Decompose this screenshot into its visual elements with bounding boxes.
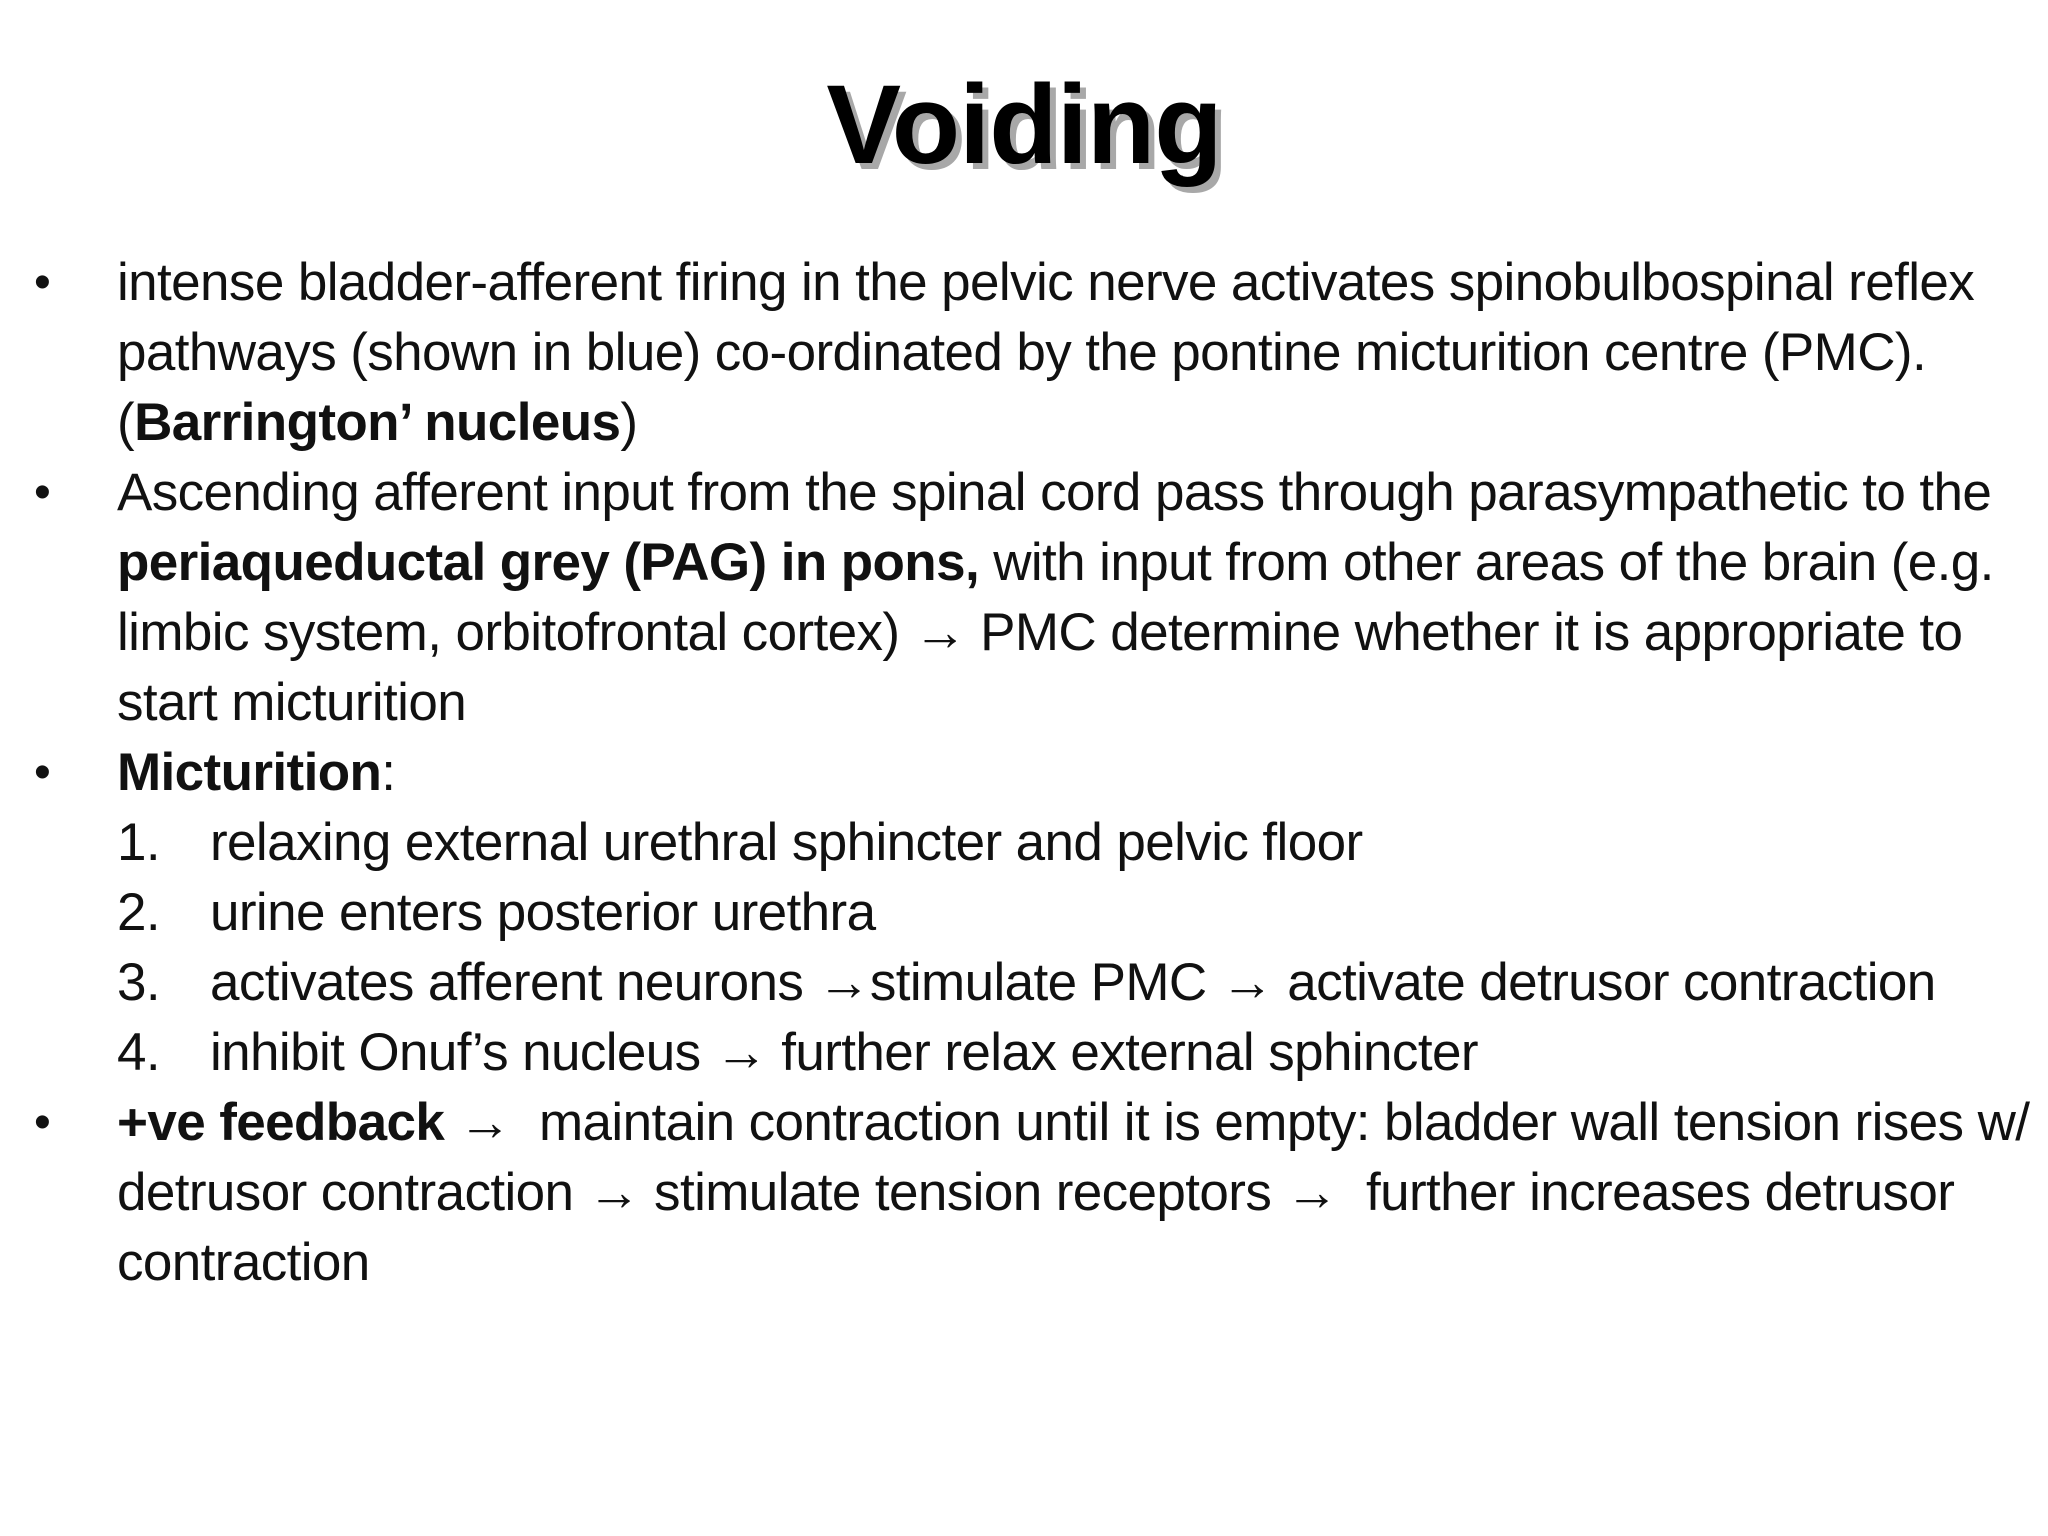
bullet-marker: • [34, 256, 51, 309]
step-text: urine enters posterior urethra [210, 883, 876, 942]
bullet-text-bold: periaqueductal grey (PAG) in pons, [117, 533, 980, 592]
step-number: 4. [117, 1023, 161, 1082]
bullet-item-1 [24, 248, 2034, 458]
bullet-marker: • [34, 466, 51, 519]
bullet-item-2 [24, 458, 2034, 738]
micturition-steps [24, 808, 2034, 1088]
step-item-4 [24, 1018, 2034, 1088]
bullet-text-bold: Barrington’ nucleus [134, 393, 621, 452]
bullet-text: with input from other areas of the brain (e.g. limbic system, orbitofrontal cortex) → PMC determine whether it is appropriate to start micturition [117, 533, 1994, 732]
step-item-3 [24, 948, 2034, 1018]
bullet-item-4 [24, 1088, 2044, 1298]
bullet-item-3 [24, 738, 2034, 808]
bullet-marker: • [34, 1096, 51, 1149]
step-number: 2. [117, 883, 161, 942]
bullet-text: maintain contraction until it is empty: bladder wall tension rises w/ detrusor contraction → stimulate tension receptors → further increases detrusor contraction [117, 1093, 2044, 1292]
bullet-text: ) [620, 393, 638, 452]
bullet-text-bold: Micturition [117, 743, 382, 802]
bullet-text-bold: +ve feedback → [117, 1093, 511, 1152]
step-number: 1. [117, 813, 161, 872]
bullet-text: intense bladder-afferent firing in the pelvic nerve activates spinobulbospinal reflex pathways (shown in blue) co-ordinated by the pontine micturition centre (PMC). ( [117, 253, 1975, 452]
step-text: activates afferent neurons →stimulate PMC → activate detrusor contraction [210, 953, 1936, 1012]
slide-title: Voiding [826, 62, 1222, 187]
step-text: inhibit Onuf’s nucleus → further relax external sphincter [210, 1023, 1478, 1082]
bullet-marker: • [34, 746, 51, 799]
step-item-2 [24, 878, 2034, 948]
bullet-text: Ascending afferent input from the spinal cord pass through parasympathetic to the [117, 463, 1992, 522]
step-item-1 [24, 808, 2034, 878]
bullet-text: : [381, 743, 396, 802]
slide-content [24, 248, 2044, 1298]
step-number: 3. [117, 953, 161, 1012]
step-text: relaxing external urethral sphincter and pelvic floor [210, 813, 1363, 872]
